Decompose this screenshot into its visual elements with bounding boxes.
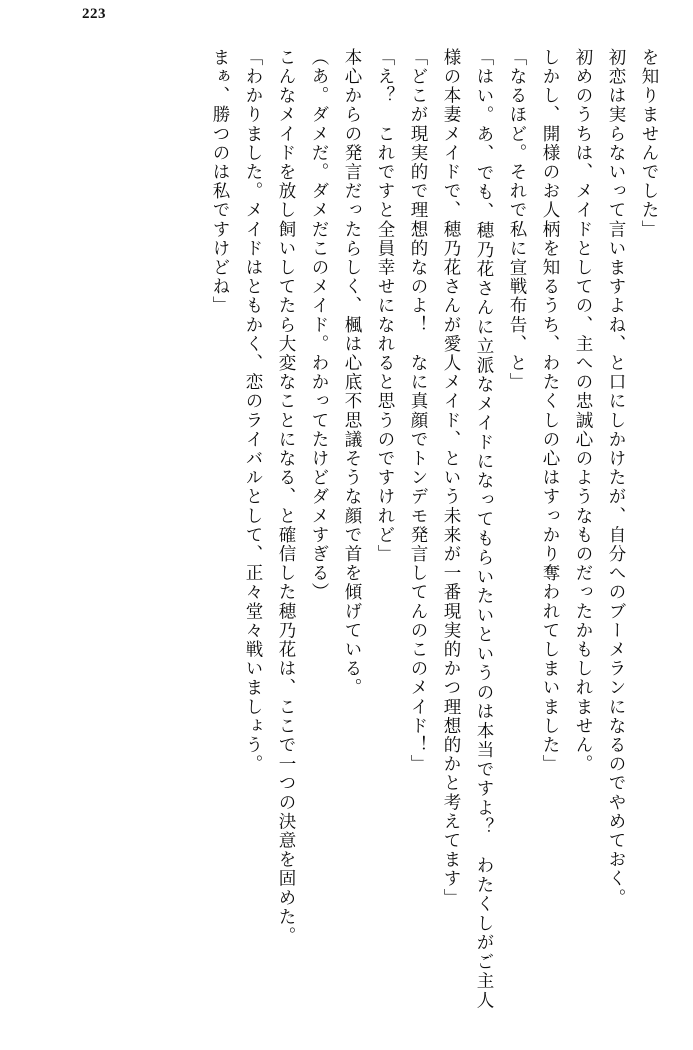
page-number: 223 [82, 6, 106, 22]
page-body-text [60, 48, 665, 1010]
paragraph: （あ。ダメだ。ダメだこのメイド。わかってたけどダメすぎる） [309, 48, 329, 602]
paragraph: 「なるほど。それで私に宣戦布告、と」 [507, 48, 527, 392]
paragraph: 「どこが現実的で理想的なのよ！ なに真顔でトンデモ発言してんのこのメイド！」 [408, 48, 428, 774]
paragraph: 初恋は実らないって言いますよね、と口にしかけたが、自分へのブーメランになるのでやめておく。 [606, 48, 626, 908]
paragraph: 初めのうちは、メイドとしての、主への忠誠心のようなものだったかもしれません。 [573, 48, 593, 774]
paragraph: しかし、開様のお人柄を知るうち、わたくしの心はすっかり奪われてしまいました」 [540, 48, 560, 774]
paragraph: まぁ、勝つのは私ですけどね」 [210, 48, 230, 316]
paragraph: 「わかりました。メイドはともかく、恋のライバルとして、正々堂々戦いましょう。 [243, 48, 263, 774]
paragraph: 「はい。あ、でも、穂乃花さんに立派なメイドになってもらいたいというのは本当ですよ？ わたくしがご主人様の本妻メイドで、穂乃花さんが愛人メイド、という未来が一番現実的かつ理想的かと考えてます」 [441, 48, 494, 1010]
paragraph: 「え？ これですと全員幸せになれると思うのですけれど」 [375, 48, 395, 564]
paragraph: を知りませんでした」 [639, 48, 659, 239]
paragraph: こんなメイドを放し飼いしてたら大変なことになる、と確信した穂乃花は、ここで一つの決意を固めた。 [276, 48, 296, 946]
paragraph: 本心からの発言だったらしく、楓は心底不思議そうな顔で首を傾げている。 [342, 48, 362, 698]
